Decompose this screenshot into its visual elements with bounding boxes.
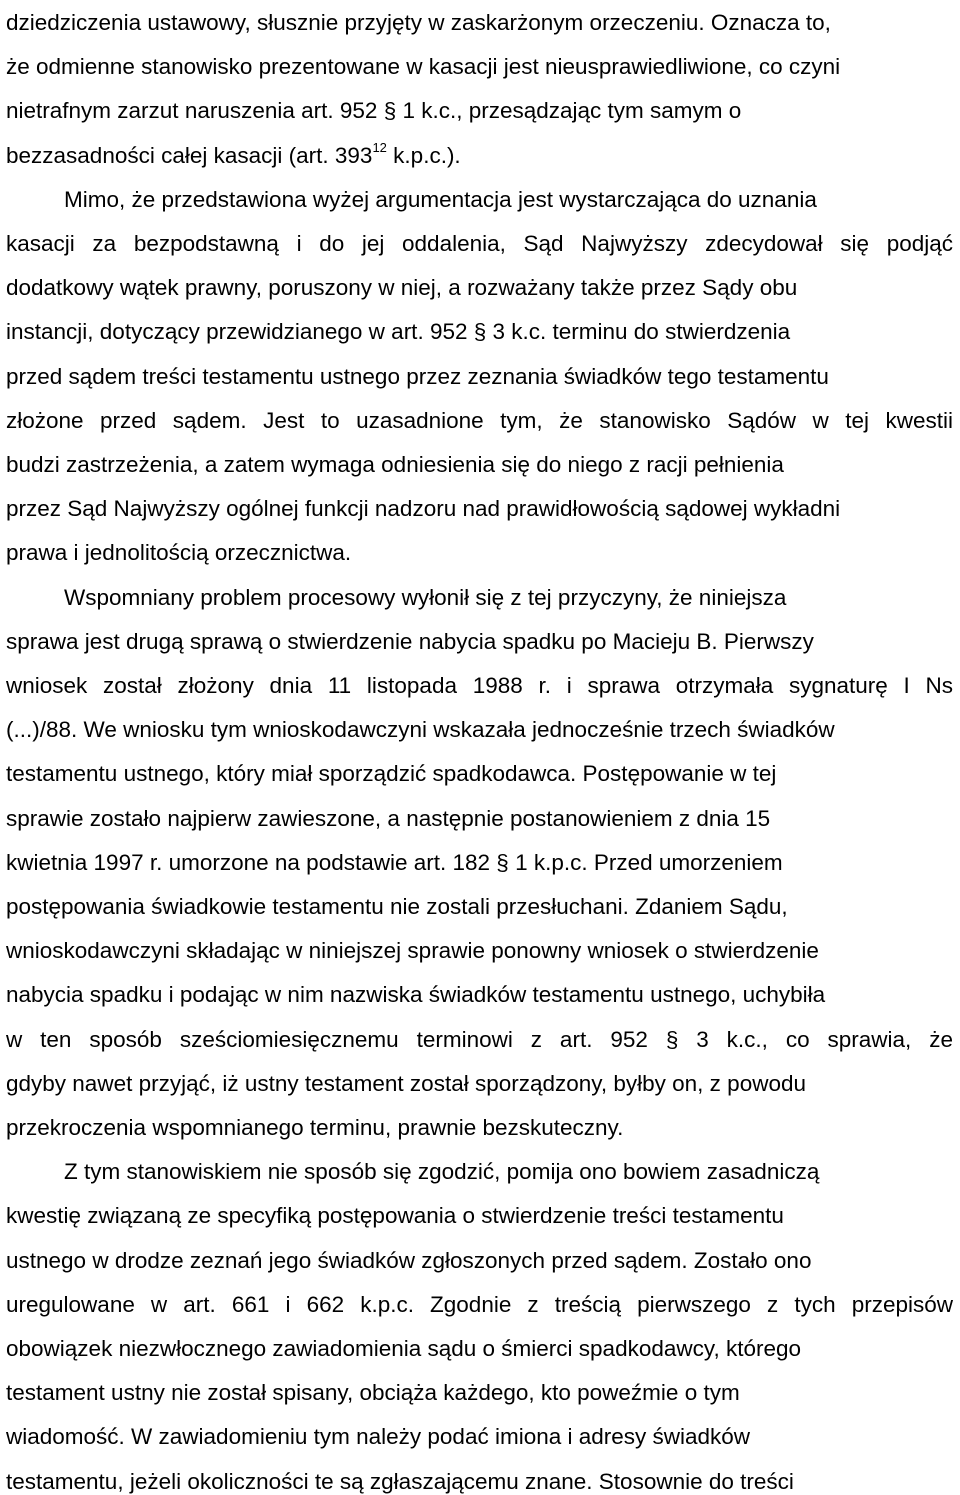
line-text: wiadomość. W zawiadomieniu tym należy podać imiona i adresy świadków (6, 1424, 751, 1450)
text-line (6, 850, 783, 876)
line-text: testament ustny nie został spisany, obciąża każdego, kto poweźmie o tym (6, 1380, 740, 1406)
text-line (6, 717, 835, 743)
line-text: w ten sposób sześciomiesięcznemu terminowi z art. 952 § 3 k.c., co sprawia, że (6, 1026, 953, 1052)
text-line (6, 1292, 953, 1318)
line-text: przekroczenia wspomnianego terminu, prawnie bezskuteczny. (6, 1115, 624, 1140)
text-line (6, 540, 351, 566)
text-line (6, 98, 741, 124)
line-text: testamentu ustnego, który miał sporządzić spadkodawca. Postępowanie w tej (6, 761, 777, 787)
line-text: kwietnia 1997 r. umorzone na podstawie art. 182 § 1 k.p.c. Przed umorzeniem (6, 849, 783, 875)
line-text: postępowania świadkowie testamentu nie zostali przesłuchani. Zdaniem Sądu, (6, 894, 788, 919)
line-text: dziedziczenia ustawowy, słusznie przyjęty w zaskarżonym orzeczeniu. Oznacza to, (6, 10, 831, 35)
line-text: dodatkowy wątek prawny, poruszony w niej, a rozważany także przez Sądy obu (6, 275, 798, 301)
line-text: (...)/88. We wniosku tym wnioskodawczyni wskazała jednocześnie trzech świadków (6, 717, 835, 743)
text-line (6, 1424, 750, 1450)
text-line (6, 1203, 784, 1229)
line-text: Z tym stanowiskiem nie sposób się zgodzić, pomija ono bowiem zasadniczą (64, 1159, 820, 1185)
text-line (6, 629, 814, 655)
line-text: bezzasadności całej kasacji (art. 393 (6, 142, 373, 168)
line-text: instancji, dotyczący przewidzianego w art. 952 § 3 k.c. terminu do stwierdzenia (6, 319, 791, 345)
line-text: testamentu, jeżeli okoliczności te są zgłaszającemu znane. Stosownie do treści (6, 1468, 794, 1494)
text-line (6, 140, 461, 169)
line-text: sprawa jest drugą sprawą o stwierdzenie nabycia spadku po Macieju B. Pierwszy (6, 628, 814, 654)
text-line (6, 364, 829, 390)
line-text: kwestię związaną ze specyfiką postępowania o stwierdzenie treści testamentu (6, 1203, 784, 1229)
line-text: prawa i jednolitością orzecznictwa. (6, 540, 352, 566)
text-line (6, 54, 840, 80)
text-line (6, 452, 784, 478)
line-text: że odmienne stanowisko prezentowane w kasacji jest nieusprawiedliwione, co czyni (6, 54, 841, 80)
text-line (6, 938, 819, 964)
line-text: przez Sąd Najwyższy ogólnej funkcji nadzoru nad prawidłowością sądowej wykładni (6, 496, 841, 522)
text-line (6, 231, 953, 257)
line-text: Wspomniany problem procesowy wyłonił się z tej przyczyny, że niniejsza (64, 584, 787, 610)
line-text: Mimo, że przedstawiona wyżej argumentacja jest wystarczająca do uznania (64, 186, 817, 212)
text-line (64, 187, 817, 213)
line-text: ustnego w drodze zeznań jego świadków zgłoszonych przed sądem. Zostało ono (6, 1247, 812, 1273)
line-text: sprawie zostało najpierw zawieszone, a następnie postanowieniem z dnia 15 (6, 805, 771, 831)
text-line (6, 982, 825, 1008)
line-text-after: k.p.c.). (386, 142, 461, 168)
line-text: przed sądem treści testamentu ustnego przez zeznania świadków tego testamentu (6, 363, 829, 389)
line-text: złożone przed sądem. Jest to uzasadnione tym, że stanowisko Sądów w tej kwestii (6, 407, 953, 433)
text-line (6, 1469, 794, 1495)
text-line (6, 496, 840, 522)
text-line (6, 408, 953, 434)
line-text: budzi zastrzeżenia, a zatem wymaga odniesienia się do niego z racji pełnienia (6, 452, 784, 477)
text-line (6, 275, 797, 301)
line-text: kasacji za bezpodstawną i do jej oddalenia, Sąd Najwyższy zdecydował się podjąć (6, 231, 953, 256)
text-line (6, 761, 776, 787)
line-text: uregulowane w art. 661 i 662 k.p.c. Zgodnie z treścią pierwszego z tych przepisów (6, 1291, 953, 1317)
text-line (6, 1115, 623, 1141)
text-line (6, 894, 788, 920)
line-text: wniosek został złożony dnia 11 listopada 1988 r. i sprawa otrzymała sygnaturę I Ns (6, 673, 953, 698)
line-text: obowiązek niezwłocznego zawiadomienia sądu o śmierci spadkodawcy, którego (6, 1336, 802, 1361)
text-line (6, 806, 770, 832)
superscript: 12 (372, 140, 387, 156)
text-line (6, 1380, 740, 1406)
text-line (6, 1071, 806, 1097)
text-line (64, 1159, 819, 1185)
line-text: wnioskodawczyni składając w niniejszej sprawie ponowny wniosek o stwierdzenie (6, 938, 819, 964)
text-line (64, 585, 786, 611)
text-line (6, 10, 831, 36)
line-text: nabycia spadku i podając w nim nazwiska świadków testamentu ustnego, uchybiła (6, 982, 826, 1008)
text-line (6, 1248, 811, 1274)
text-line (6, 673, 953, 699)
text-line (6, 1336, 801, 1362)
line-text: gdyby nawet przyjąć, iż ustny testament został sporządzony, byłby on, z powodu (6, 1070, 806, 1096)
line-text: nietrafnym zarzut naruszenia art. 952 § 1 k.c., przesądzając tym samym o (6, 98, 742, 124)
text-line (6, 1027, 953, 1053)
text-line (6, 319, 790, 345)
